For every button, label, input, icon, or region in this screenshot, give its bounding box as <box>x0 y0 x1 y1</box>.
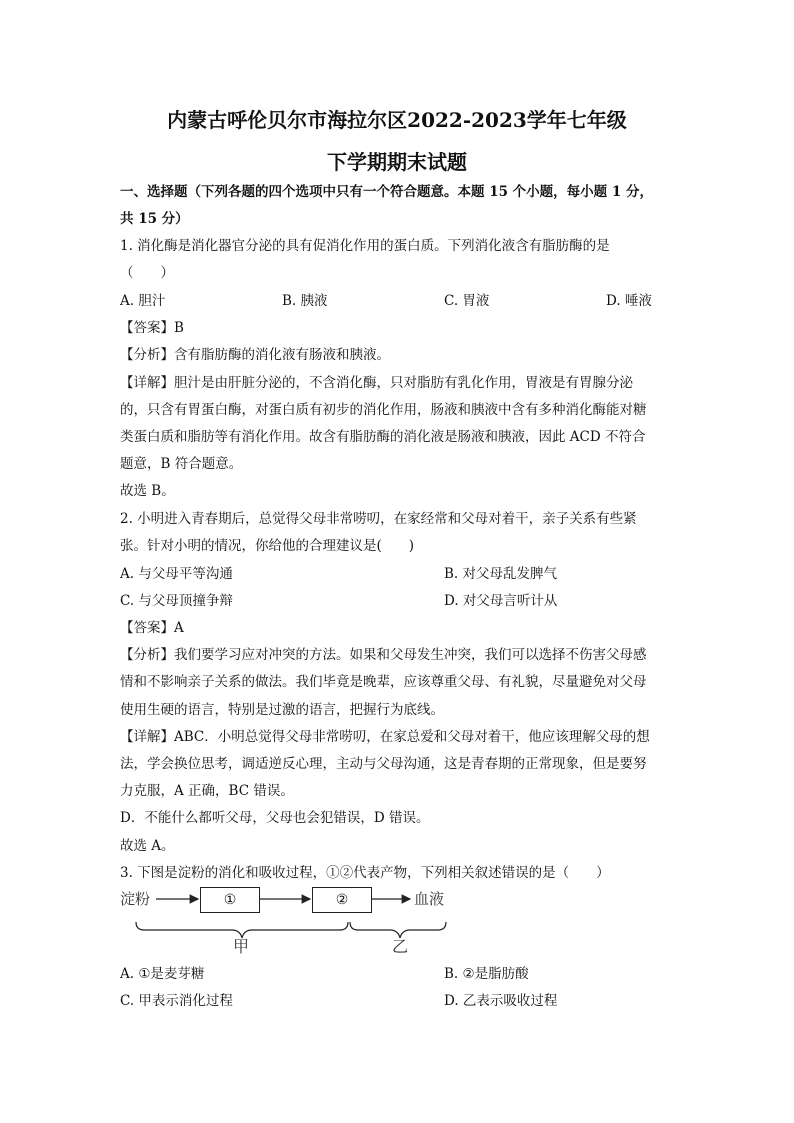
diagram-jia-label: 甲 <box>233 937 250 956</box>
diagram-yi-label: 乙 <box>392 937 409 956</box>
q1-option-d: D. 唾液 <box>606 293 652 309</box>
q1-stem-bracket: （ ） <box>120 265 174 281</box>
q2-answer: 【答案】A <box>120 620 184 636</box>
q2-analysis-line: 【分析】我们要学习应对冲突的方法。如果和父母发生冲突，我们可以选择不伤害父母感 <box>120 647 647 663</box>
q1-detail-line: 【详解】胆汁是由肝脏分泌的，不含消化酶，只对脂肪有乳化作用，胃液是有胃腺分泌 <box>120 375 633 391</box>
q2-analysis-line: 使用生硬的语言，特别是过激的语言，把握行为底线。 <box>120 702 444 718</box>
diagram-box-product2: ② <box>312 887 372 913</box>
page-subtitle: 下学期期末试题 <box>327 150 467 174</box>
starch-digestion-diagram <box>118 882 458 954</box>
q2-option-d: D. 对父母言听计从 <box>444 593 558 609</box>
q2-detail-line: 【详解】ABC．小明总觉得父母非常唠叨，在家总爱和父母对着干，他应该理解父母的想 <box>120 729 650 745</box>
q1-stem: 1. 消化酶是消化器官分泌的具有促消化作用的蛋白质。下列消化液含有脂肪酶的是 <box>120 238 610 254</box>
diagram-box-product1: ① <box>200 887 260 913</box>
q2-option-b: B. 对父母乱发脾气 <box>444 566 558 582</box>
page-title: 内蒙古呼伦贝尔市海拉尔区2022-2023学年七年级 <box>167 108 627 132</box>
q2-detail-line: D．不能什么都听父母，父母也会犯错误，D 错误。 <box>120 810 430 826</box>
q2-stem-cont: 张。针对小明的情况，你给他的合理建议是( ) <box>120 538 415 554</box>
q1-detail-line: 题意，B 符合题意。 <box>120 456 243 472</box>
diagram-blood-label: 血液 <box>414 890 445 908</box>
q3-option-c: C. 甲表示消化过程 <box>120 993 233 1009</box>
q2-detail-line: 力克服，A 正确，BC 错误。 <box>120 783 294 799</box>
q3-option-a: A. ①是麦芽糖 <box>120 966 205 982</box>
q1-answer: 【答案】B <box>120 320 184 336</box>
q3-stem: 3. 下图是淀粉的消化和吸收过程，①②代表产物，下列相关叙述错误的是（ ） <box>120 865 610 881</box>
section-heading: 一、选择题（下列各题的四个选项中只有一个符合题意。本题 15 个小题，每小题 1 分， <box>120 184 653 200</box>
q2-analysis-line: 情和不影响亲子关系的做法。我们毕竟是晚辈，应该尊重父母、有礼貌，尽量避免对父母 <box>120 674 647 690</box>
q2-choose: 故选 A。 <box>120 838 175 854</box>
q1-detail-line: 的，只含有胃蛋白酶，对蛋白质有初步的消化作用，肠液和胰液中含有多种消化酶能对糖 <box>120 402 647 418</box>
q1-option-c: C. 胃液 <box>444 293 490 309</box>
q1-option-b: B. 胰液 <box>282 293 328 309</box>
q1-option-a: A. 胆汁 <box>120 293 166 309</box>
q2-option-c: C. 与父母顶撞争辩 <box>120 593 233 609</box>
q1-choose: 故选 B。 <box>120 483 175 499</box>
q2-detail-line: 法，学会换位思考，调适逆反心理，主动与父母沟通，这是青春期的正常现象，但是要努 <box>120 756 647 772</box>
q2-option-a: A. 与父母平等沟通 <box>120 566 233 582</box>
section-heading-cont: 共 15 分） <box>120 211 189 227</box>
q1-analysis: 【分析】含有脂肪酶的消化液有肠液和胰液。 <box>120 347 390 363</box>
diagram-starch-label: 淀粉 <box>120 890 151 908</box>
q2-stem: 2. 小明进入青春期后，总觉得父母非常唠叨，在家经常和父母对着干，亲子关系有些紧 <box>120 511 637 527</box>
q1-detail-line: 类蛋白质和脂肪等有消化作用。故含有脂肪酶的消化液是肠液和胰液，因此 ACD 不符合 <box>120 429 646 445</box>
q3-option-b: B. ②是脂肪酸 <box>444 966 529 982</box>
q3-option-d: D. 乙表示吸收过程 <box>444 993 558 1009</box>
